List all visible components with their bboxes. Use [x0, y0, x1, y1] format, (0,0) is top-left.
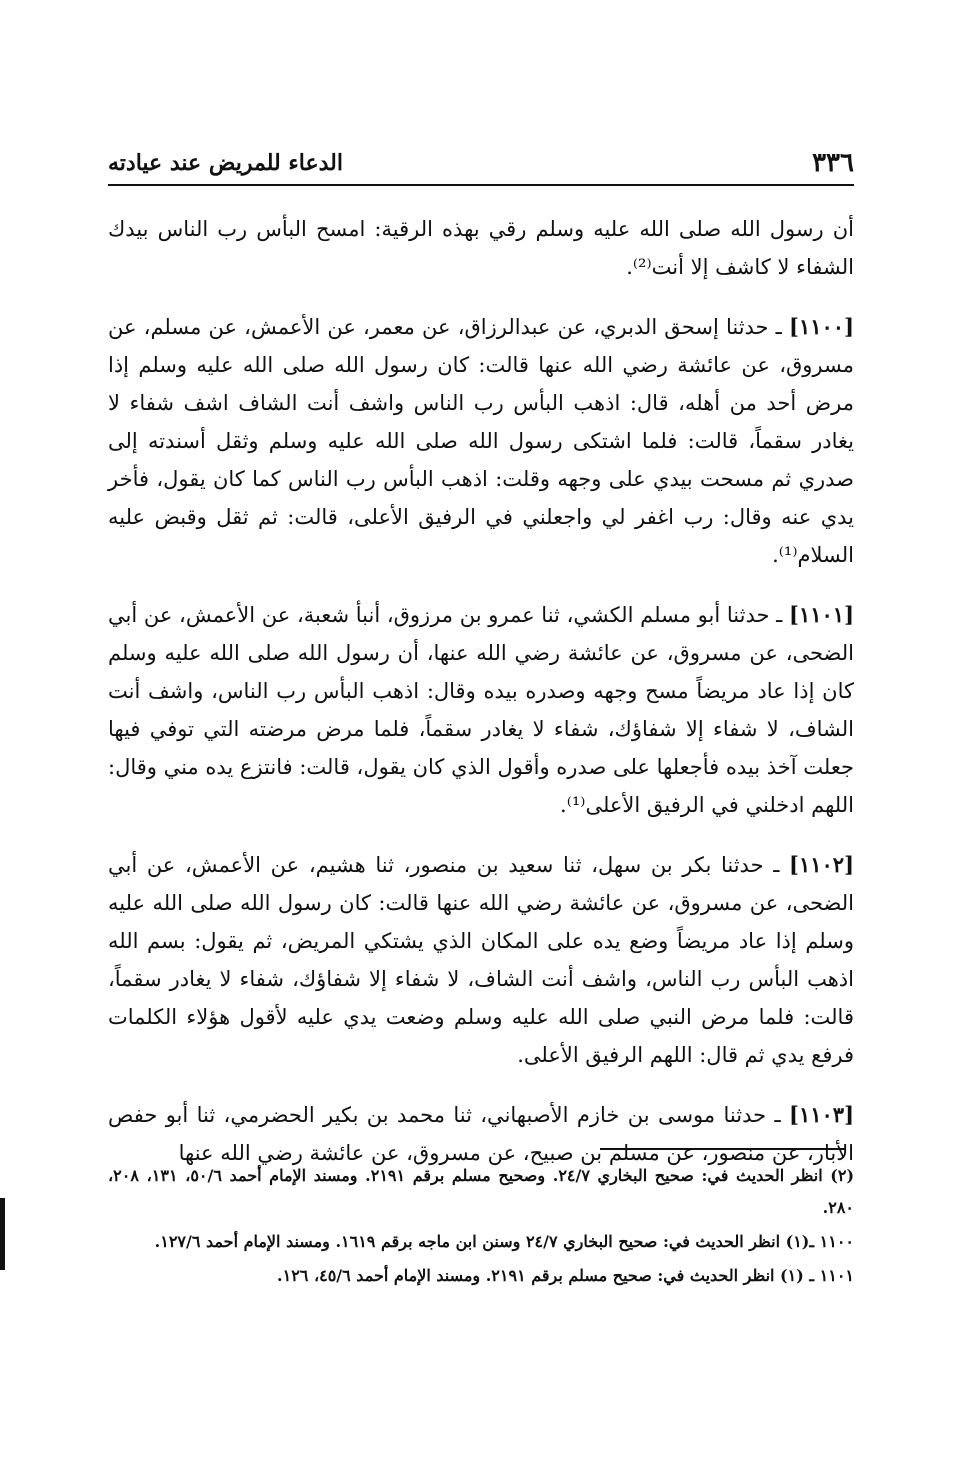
- hadith-text: ـ حدثنا أبو مسلم الكشي، ثنا عمرو بن مرزوق، أنبأ شعبة، عن الأعمش، عن أبي الضحى، عن مسروق، عن عائشة رضي الله عنها، أن رسول الله صلى الله عليه وسلم كان إذا عاد مريضاً مسح وجهه وصدره بيده وقال: اذهب البأس رب الناس، واشف أنت الشاف، لا شفاء إلا شفاؤك، شفاء لا يغادر سقماً، فلما مرض مرضته التي توفي فيها جعلت آخذ بيده فأجعلها على صدره وأقول الذي كان يقول، قالت: فانتزع يده مني وقال: اللهم ادخلني في الرفيق الأعلى⁽¹⁾.: [108, 603, 854, 817]
- footnote-rule: [600, 1148, 846, 1150]
- hadith-number: [١١٠١]: [789, 602, 854, 627]
- footnote: ١١٠١ ـ (١) انظر الحديث في: صحيح مسلم برقم ٢١٩١. ومسند الإمام أحمد ٤٥/٦، ١٢٦.: [277, 1266, 854, 1285]
- running-title: الدعاء للمريض عند عيادته: [108, 150, 343, 176]
- hadith-paragraph: [108, 308, 854, 574]
- footnote: (٢) انظر الحديث في: صحيح البخاري ٢٤/٧. وصحيح مسلم برقم ٢١٩١. ومسند الإمام أحمد ٥٠/٦، ١٣١، ٢٠٨، ٢٨٠.: [108, 1166, 855, 1217]
- scan-edge-mark: [0, 1198, 5, 1270]
- header-rule: [108, 184, 854, 186]
- page-header: [108, 145, 854, 181]
- main-text: [108, 210, 854, 1194]
- footnotes: [108, 1160, 854, 1294]
- hadith-paragraph: [108, 846, 854, 1074]
- footnote: ١١٠٠ ـ(١) انظر الحديث في: صحيح البخاري ٢٤/٧ وسنن ابن ماجه برقم ١٦١٩. ومسند الإمام أحمد ١٢٧/٦.: [154, 1232, 854, 1251]
- hadith-paragraph: [108, 596, 854, 824]
- intro-paragraph: أن رسول الله صلى الله عليه وسلم رقي بهذه الرقية: امسح البأس رب الناس بيدك الشفاء لا كاشف إلا أنت⁽²⁾.: [108, 217, 854, 279]
- hadith-text: ـ حدثنا بكر بن سهل، ثنا سعيد بن منصور، ثنا هشيم، عن الأعمش، عن أبي الضحى، عن مسروق، عن عائشة رضي الله عنها قالت: كان رسول الله صلى الله عليه وسلم إذا عاد مريضاً وضع يده على المكان الذي يشتكي المريض، ثم يقول: بسم الله اذهب البأس رب الناس، واشف أنت الشاف، لا شفاء إلا شفاؤك، شفاء لا يغادر سقماً، قالت: فلما مرض النبي صلى الله عليه وسلم وضعت يدي عليه لأقول هؤلاء الكلمات فرفع يدي ثم قال: اللهم الرفيق الأعلى.: [108, 853, 854, 1067]
- hadith-text: ـ حدثنا إسحق الدبري، عن عبدالرزاق، عن معمر، عن الأعمش، عن مسلم، عن مسروق، عن عائشة رضي الله عنها قالت: كان رسول الله صلى الله عليه وسلم إذا مرض أحد من أهله، قال: اذهب البأس رب الناس واشف أنت الشاف اشف شفاء لا يغادر سقماً، قالت: فلما اشتكى رسول الله صلى الله عليه وسلم وثقل أسندته إلى صدري ثم مسحت بيدي على وجهه وقلت: اذهب البأس رب الناس كما كان يقول، فأخر يدي عنه وقال: رب اغفر لي واجعلني في الرفيق الأعلى، قالت: ثم ثقل وقبض عليه السلام⁽¹⁾.: [108, 315, 854, 567]
- page-number: ٣٣٦: [812, 148, 854, 178]
- hadith-number: [١١٠٢]: [789, 852, 854, 877]
- hadith-number: [١١٠٣]: [789, 1102, 854, 1127]
- hadith-number: [١١٠٠]: [789, 314, 854, 339]
- hadith-text: ـ حدثنا موسى بن خازم الأصبهاني، ثنا محمد بن بكير الحضرمي، ثنا أبو حفص الأبار، عن منصور، عن مسلم بن صبيح، عن مسروق، عن عائشة رضي الله عنها: [108, 1103, 854, 1165]
